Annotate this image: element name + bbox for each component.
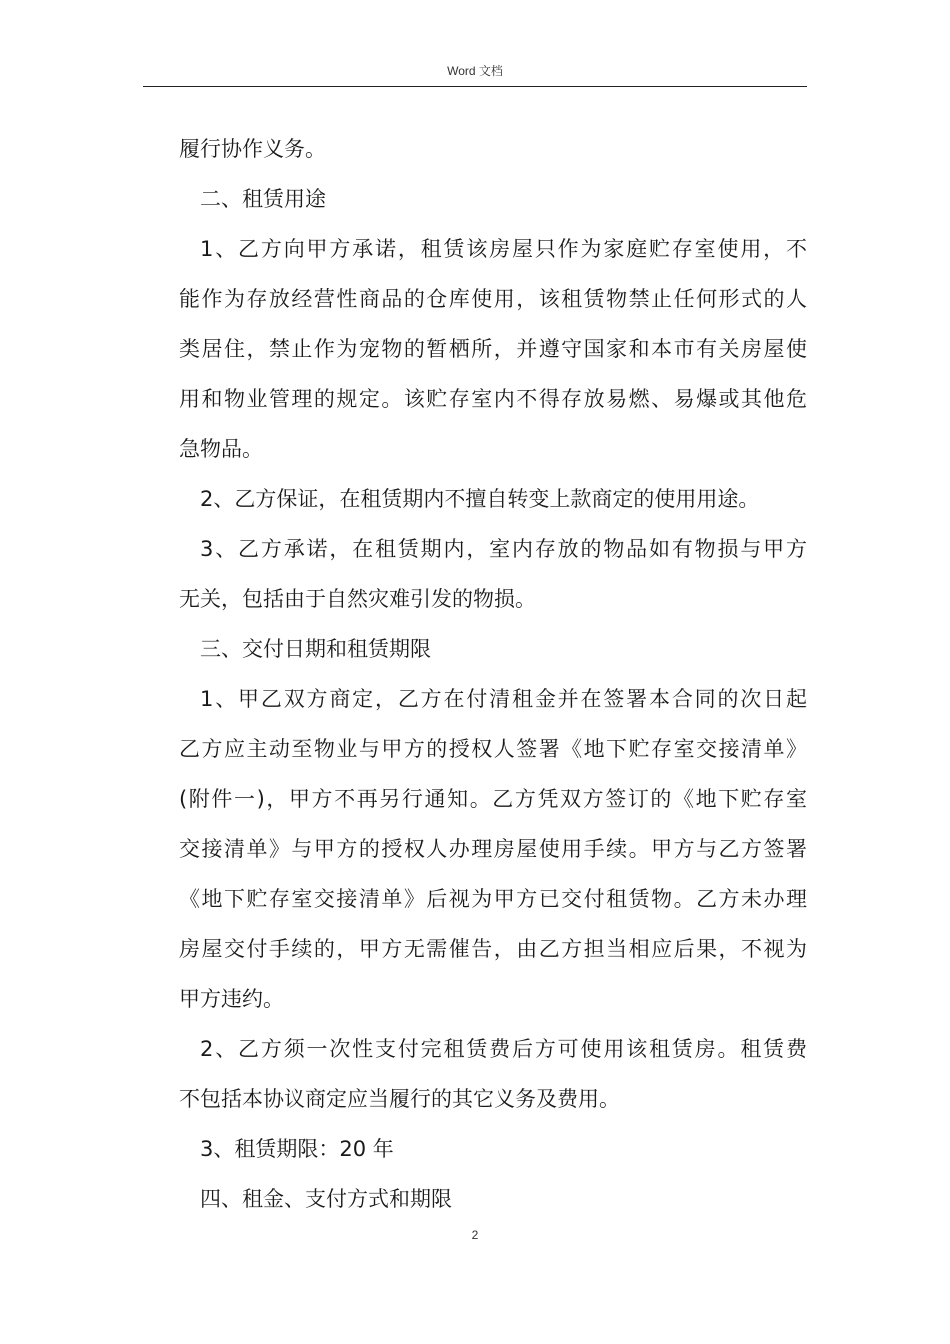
text-line: 1、乙方向甲方承诺，租赁该房屋只作为家庭贮存室使用，不 bbox=[200, 237, 807, 261]
header-divider bbox=[143, 86, 807, 87]
text-line: 交接清单》与甲方的授权人办理房屋使用手续。甲方与乙方签署 bbox=[179, 837, 807, 861]
text-line: 二、租赁用途 bbox=[200, 187, 326, 211]
text-line: 3、租赁期限：20 年 bbox=[200, 1137, 394, 1161]
text-line: 乙方应主动至物业与甲方的授权人签署《地下贮存室交接清单》 bbox=[179, 737, 807, 761]
text-line: 急物品。 bbox=[179, 437, 263, 461]
text-line: 不包括本协议商定应当履行的其它义务及费用。 bbox=[179, 1087, 620, 1111]
text-line: 无关，包括由于自然灾难引发的物损。 bbox=[179, 587, 536, 611]
text-line: 四、租金、支付方式和期限 bbox=[200, 1187, 452, 1211]
text-line: 3、乙方承诺，在租赁期内，室内存放的物品如有物损与甲方 bbox=[200, 537, 807, 561]
document-body bbox=[179, 124, 807, 1224]
text-line: 甲方违约。 bbox=[179, 987, 284, 1011]
page-header: Word 文档 bbox=[447, 64, 503, 78]
text-line: 用和物业管理的规定。该贮存室内不得存放易燃、易爆或其他危 bbox=[179, 387, 807, 411]
text-line: 2、乙方保证，在租赁期内不擅自转变上款商定的使用用途。 bbox=[200, 487, 760, 511]
text-line: 类居住，禁止作为宠物的暂栖所，并遵守国家和本市有关房屋使 bbox=[179, 337, 807, 361]
text-line: 能作为存放经营性商品的仓库使用，该租赁物禁止任何形式的人 bbox=[179, 287, 807, 311]
text-line: 房屋交付手续的，甲方无需催告，由乙方担当相应后果，不视为 bbox=[179, 937, 807, 961]
text-line: 2、乙方须一次性支付完租赁费后方可使用该租赁房。租赁费 bbox=[200, 1037, 807, 1061]
text-line: 1、甲乙双方商定，乙方在付清租金并在签署本合同的次日起 bbox=[200, 687, 807, 711]
text-line: 履行协作义务。 bbox=[179, 137, 326, 161]
text-line: (附件一)，甲方不再另行通知。乙方凭双方签订的《地下贮存室 bbox=[179, 787, 807, 811]
text-line: 三、交付日期和租赁期限 bbox=[200, 637, 431, 661]
page-number: 2 bbox=[471, 1228, 479, 1242]
text-line: 《地下贮存室交接清单》后视为甲方已交付租赁物。乙方未办理 bbox=[179, 887, 807, 911]
